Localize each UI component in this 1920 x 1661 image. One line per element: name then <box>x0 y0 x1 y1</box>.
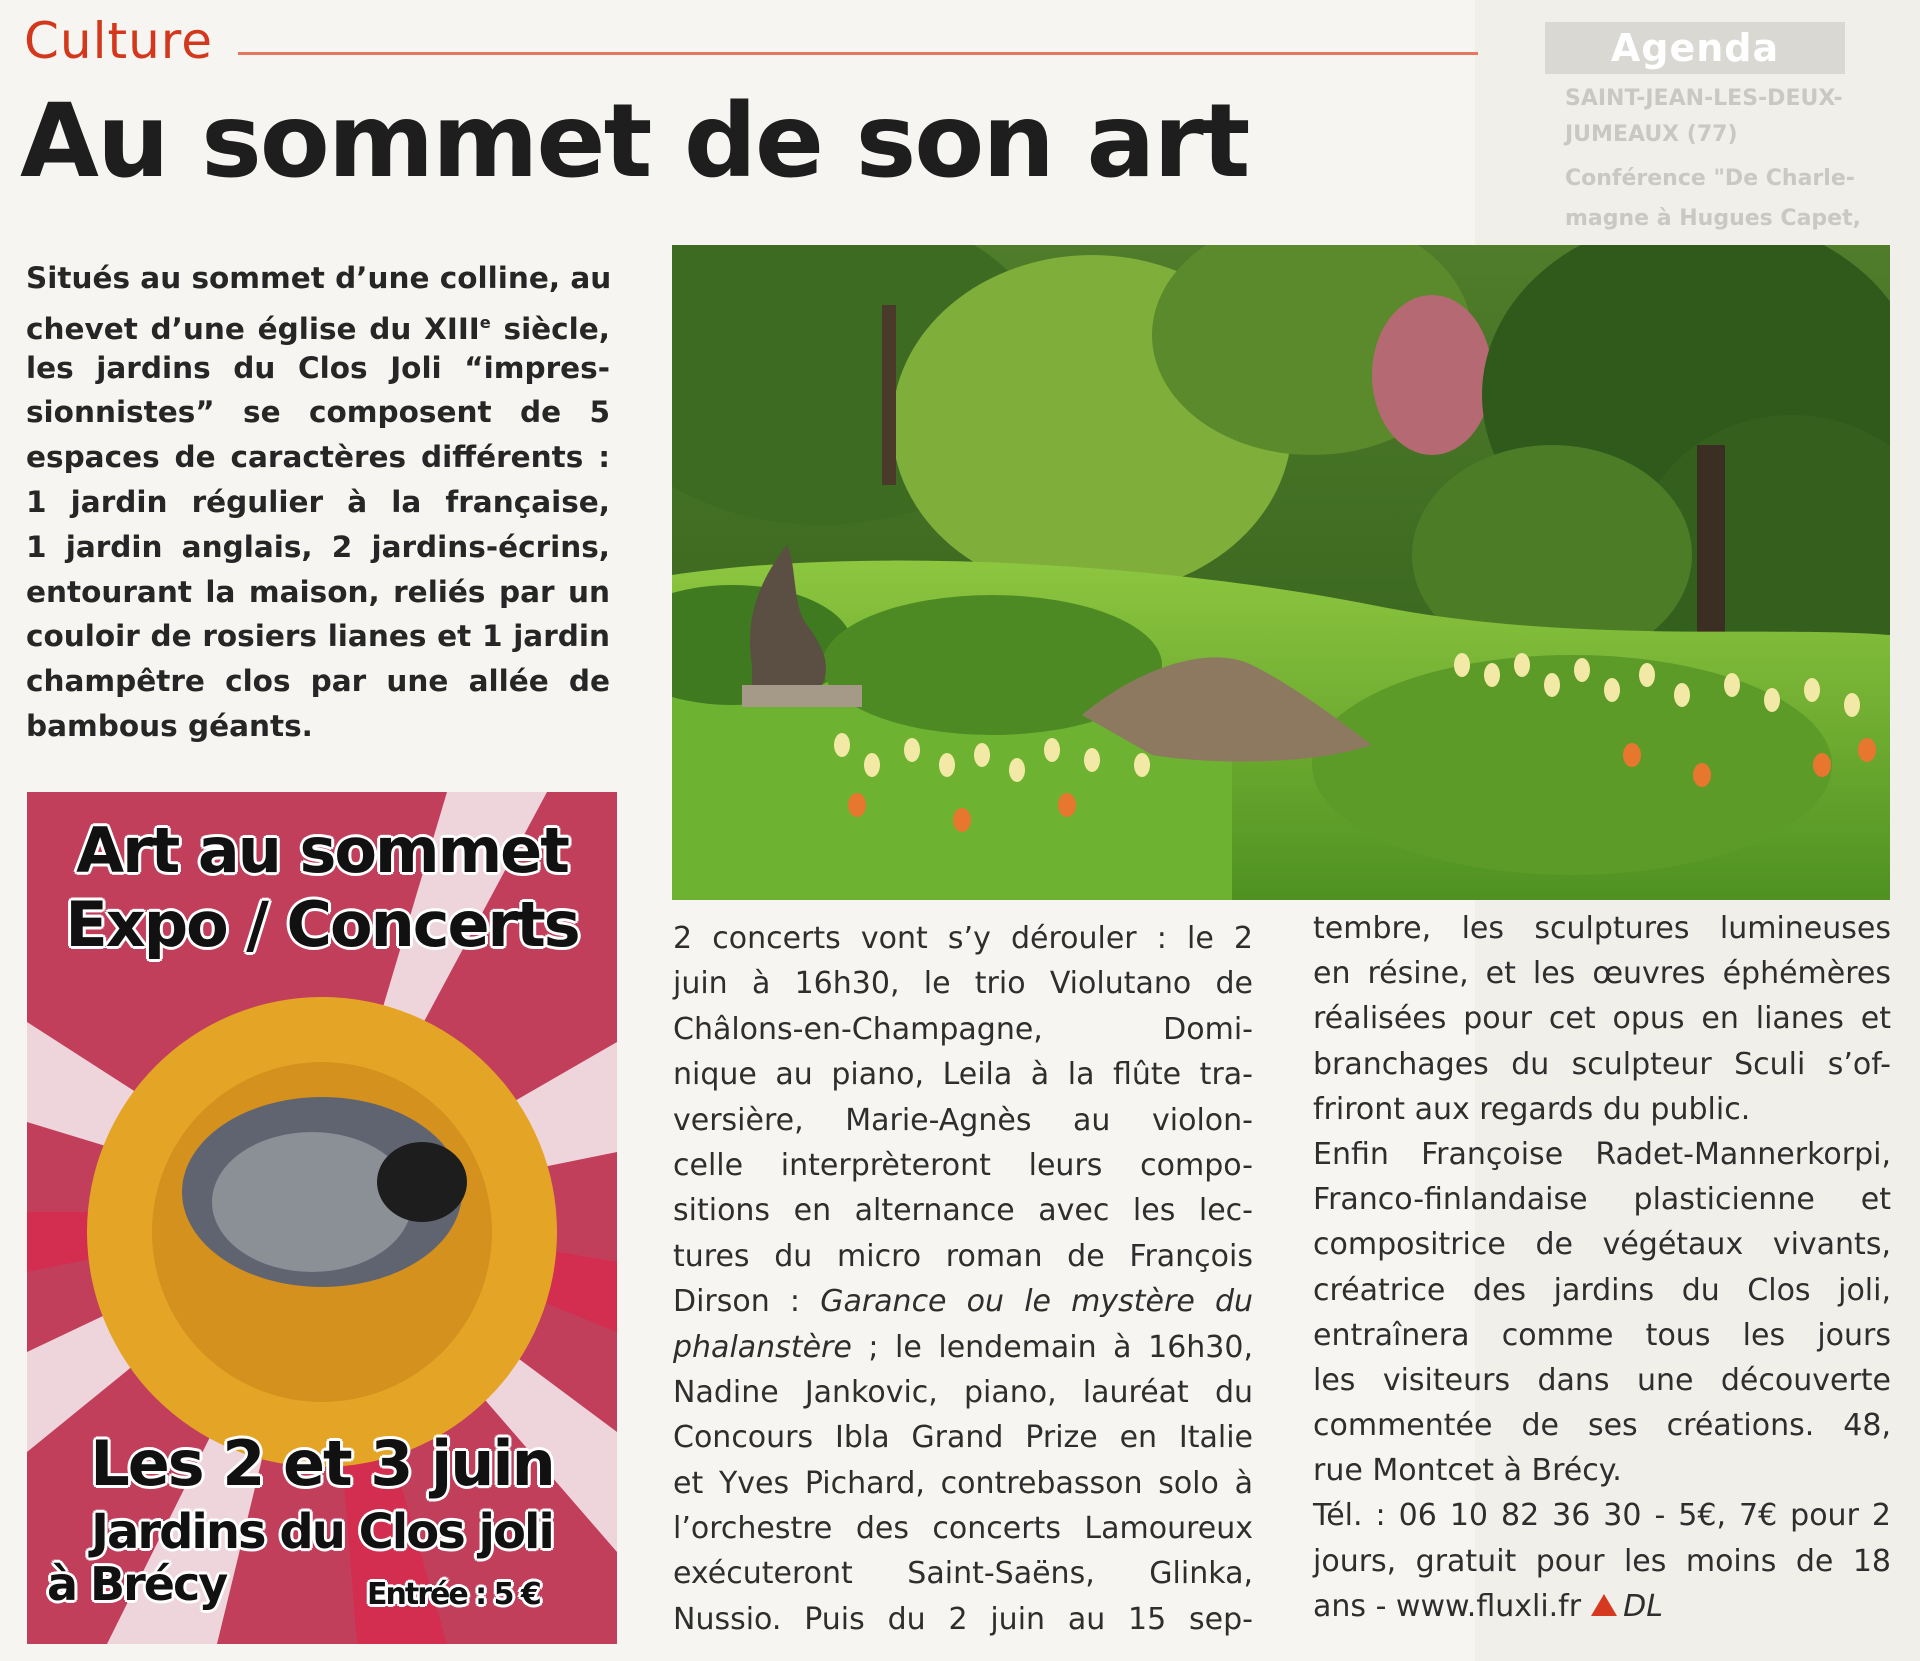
garden-photo-illustration <box>672 245 1890 900</box>
agenda-line: SAINT-JEAN-LES-DEUX- <box>1565 86 1843 111</box>
body-line: Concours Ibla Grand Prize en Italie <box>673 1420 1253 1456</box>
body-line: créatrice des jardins du Clos joli, <box>1313 1272 1891 1308</box>
poster-title: Art au sommet <box>76 814 568 887</box>
lede-line: Situés au sommet d’une colline, au <box>26 261 612 295</box>
credit-triangle-icon <box>1591 1594 1617 1616</box>
body-line: celle interprèteront leurs compo- <box>673 1147 1253 1183</box>
body-line: tures du micro roman de François <box>673 1238 1253 1274</box>
body-line: les visiteurs dans une découverte <box>1313 1362 1891 1398</box>
body-line: phalanstère ; le lendemain à 16h30, <box>673 1329 1253 1365</box>
body-line: compositrice de végétaux vivants, <box>1313 1227 1891 1263</box>
author-credit: DL <box>1623 1588 1663 1624</box>
lede-line: champêtre clos par une allée de <box>26 664 610 699</box>
body-line: commentée de ses créations. 48, <box>1313 1408 1891 1444</box>
body-line: entraînera comme tous les jours <box>1313 1317 1891 1353</box>
body-line: branchages du sculpteur Sculi s’of- <box>1313 1046 1891 1082</box>
body-line: friront aux regards du public. <box>1313 1091 1751 1127</box>
body-line: exécuteront Saint-Saëns, Glinka, <box>673 1556 1253 1592</box>
poster-entry-price: Entrée : 5 € <box>367 1577 540 1612</box>
headline: Au sommet de son art <box>20 82 1249 201</box>
body-column-right <box>1313 906 1891 1629</box>
book-title: phalanstère <box>673 1329 852 1365</box>
poster-town: à Brécy <box>47 1557 227 1611</box>
body-column-middle <box>673 916 1253 1642</box>
lede-line: espaces de caractères différents : <box>26 440 610 475</box>
lede-line: bambous géants. <box>26 708 313 743</box>
lede-line: 1 jardin régulier à la française, <box>26 484 610 519</box>
lede-line: 1 jardin anglais, 2 jardins-écrins, <box>26 529 610 564</box>
body-line: versière, Marie-Agnès au violon- <box>673 1102 1253 1138</box>
section-label: Culture <box>24 12 214 70</box>
lede-line: les jardins du Clos Joli “impres- <box>26 350 610 385</box>
body-line: Dirson : Garance ou le mystère du <box>673 1284 1253 1320</box>
book-title: Garance ou le mystère du <box>820 1284 1253 1320</box>
body-line: nique au piano, Leila à la flûte tra- <box>673 1057 1253 1093</box>
body-line: rue Montcet à Brécy. <box>1313 1453 1622 1489</box>
body-line: Nadine Jankovic, piano, lauréat du <box>673 1374 1253 1410</box>
body-line: Châlons-en-Champagne, Domi- <box>673 1011 1253 1047</box>
agenda-header: Agenda <box>1545 22 1845 74</box>
poster-subtitle: Expo / Concerts <box>65 888 579 961</box>
lede-line: sionnistes” se composent de 5 <box>26 395 610 430</box>
body-line: Tél. : 06 10 82 36 30 - 5€, 7€ pour 2 <box>1313 1498 1891 1534</box>
body-line: tembre, les sculptures lumineuses <box>1313 911 1891 946</box>
body-line: et Yves Pichard, contrebasson solo à <box>673 1465 1253 1501</box>
body-line: Franco-finlandaise plasticienne et <box>1313 1182 1891 1218</box>
lede-paragraph <box>26 256 610 749</box>
body-line: ans - www.fluxli.fr DL <box>1313 1588 1663 1624</box>
lede-line: entourant la maison, reliés par un <box>26 574 610 609</box>
agenda-line: magne à Hugues Capet, <box>1565 206 1861 231</box>
body-line: juin à 16h30, le trio Violutano de <box>673 966 1253 1002</box>
body-line: en résine, et les œuvres éphémères <box>1313 956 1891 992</box>
lede-line: couloir de rosiers lianes et 1 jardin <box>26 619 610 654</box>
poster-venue: Jardins du Clos joli <box>91 1504 553 1560</box>
garden-photo <box>672 245 1890 900</box>
event-poster <box>27 792 617 1644</box>
body-line: Nussio. Puis du 2 juin au 15 sep- <box>673 1601 1253 1637</box>
agenda-line: JUMEAUX (77) <box>1565 122 1738 147</box>
agenda-line: Conférence "De Charle- <box>1565 166 1855 191</box>
body-line: sitions en alternance avec les lec- <box>673 1193 1253 1229</box>
poster-dates: Les 2 et 3 juin <box>90 1427 554 1500</box>
body-line: 2 concerts vont s’y dérouler : le 2 <box>673 921 1253 956</box>
body-line: jours, gratuit pour les moins de 18 <box>1313 1543 1891 1579</box>
lede-line: chevet d’une église du XIIIe siècle, <box>26 311 610 346</box>
body-line: l’orchestre des concerts Lamoureux <box>673 1511 1253 1547</box>
body-line: réalisées pour cet opus en lianes et <box>1313 1001 1891 1037</box>
section-rule <box>238 52 1478 55</box>
body-line: Enfin Françoise Radet-Mannerkorpi, <box>1313 1136 1891 1172</box>
